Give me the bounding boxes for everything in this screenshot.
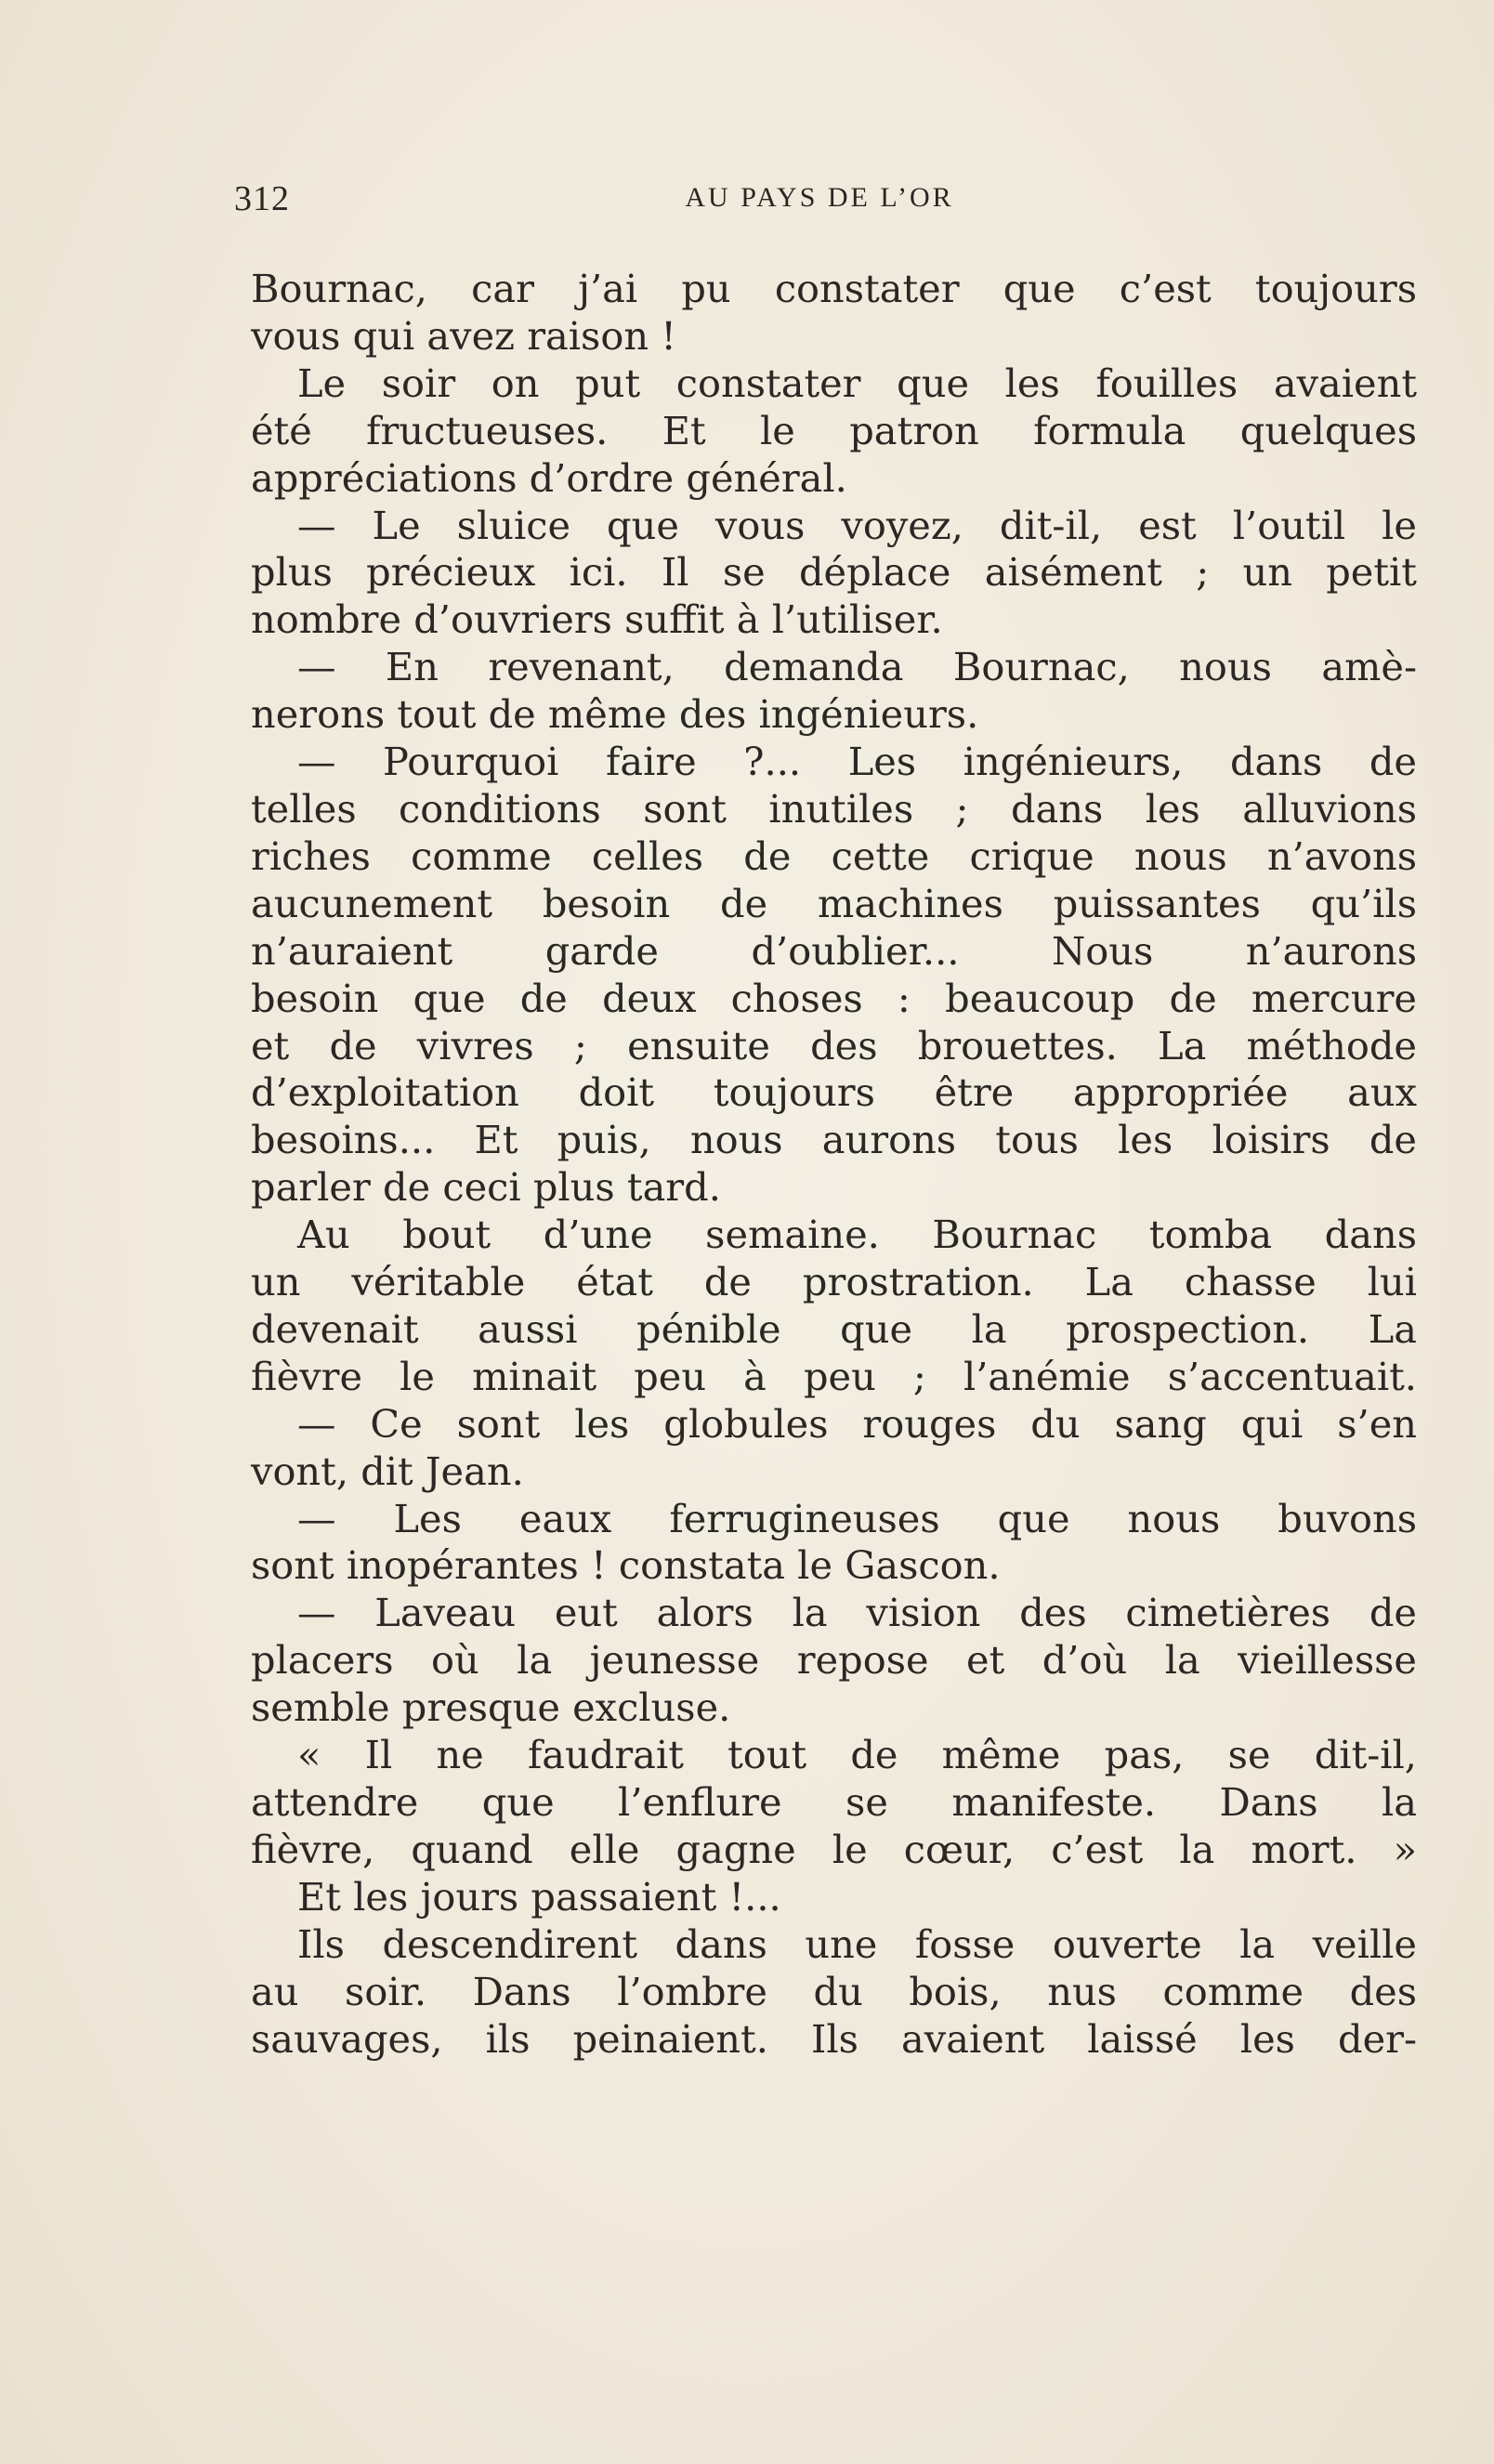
text-line: Au bout d’une semaine. Bournac tomba dans xyxy=(297,1212,1417,1258)
page-number: 312 xyxy=(234,179,290,218)
text-line: riches comme celles de cette crique nous n’avons xyxy=(251,832,1417,879)
text-line: Et les jours passaient !... xyxy=(297,1873,781,1920)
text-line: telles conditions sont inutiles ; dans les alluvions xyxy=(251,785,1417,832)
text-line: placers où la jeunesse repose et d’où la vieillesse xyxy=(251,1637,1417,1684)
text-line: semble presque excluse. xyxy=(251,1684,731,1731)
running-title: AU PAYS DE L’OR xyxy=(685,182,954,213)
text-line: fièvre, quand elle gagne le cœur, c’est la mort. » xyxy=(251,1826,1417,1872)
text-line: parler de ceci plus tard. xyxy=(251,1164,721,1211)
text-line: attendre que l’enflure se manifeste. Dans la xyxy=(251,1779,1417,1825)
text-line: appréciations d’ordre général. xyxy=(251,454,847,501)
text-line: Ils descendirent dans une fosse ouverte la veille xyxy=(297,1920,1417,1967)
text-line: vous qui avez raison ! xyxy=(251,312,676,359)
text-line: fièvre le minait peu à peu ; l’anémie s’accentuait. xyxy=(251,1353,1417,1399)
text-line: nombre d’ouvriers suffit à l’utiliser. xyxy=(251,596,943,643)
text-line: — Les eaux ferrugineuses que nous buvons xyxy=(297,1495,1417,1541)
text-line: « Il ne faudrait tout de même pas, se dit-il, xyxy=(297,1732,1417,1778)
text-line: nerons tout de même des ingénieurs. xyxy=(251,691,979,738)
text-line: d’exploitation doit toujours être appropriée aux xyxy=(251,1069,1417,1116)
text-line: besoin que de deux choses : beaucoup de mercure xyxy=(251,975,1417,1021)
body-text xyxy=(251,266,1417,2063)
text-line: vont, dit Jean. xyxy=(251,1448,524,1494)
text-line: sont inopérantes ! constata le Gascon. xyxy=(251,1542,1001,1589)
text-line: Bournac, car j’ai pu constater que c’est toujours xyxy=(251,266,1417,311)
text-line: et de vivres ; ensuite des brouettes. La méthode xyxy=(251,1022,1417,1068)
text-line: — Ce sont les globules rouges du sang qui s’en xyxy=(297,1400,1417,1447)
text-line: n’auraient garde d’oublier... Nous n’aurons xyxy=(251,927,1417,974)
text-line: plus précieux ici. Il se déplace aisément ; un petit xyxy=(251,549,1417,596)
text-line: devenait aussi pénible que la prospection. La xyxy=(251,1305,1417,1352)
text-line: été fructueuses. Et le patron formula quelques xyxy=(251,407,1417,453)
text-line: Le soir on put constater que les fouilles avaient xyxy=(297,360,1417,406)
text-line: — En revenant, demanda Bournac, nous amè- xyxy=(297,644,1417,690)
text-line: au soir. Dans l’ombre du bois, nus comme des xyxy=(251,1968,1417,2014)
text-line: sauvages, ils peinaient. Ils avaient laissé les der- xyxy=(251,2015,1417,2062)
text-line: — Laveau eut alors la vision des cimetières de xyxy=(297,1590,1417,1636)
text-line: — Pourquoi faire ?... Les ingénieurs, dans de xyxy=(297,739,1417,785)
text-line: — Le sluice que vous voyez, dit-il, est l’outil le xyxy=(297,502,1417,548)
text-line: un véritable état de prostration. La chasse lui xyxy=(251,1259,1417,1305)
page-header xyxy=(234,178,1405,225)
text-line: besoins... Et puis, nous aurons tous les loisirs de xyxy=(251,1117,1417,1163)
text-line: aucunement besoin de machines puissantes qu’ils xyxy=(251,880,1417,926)
